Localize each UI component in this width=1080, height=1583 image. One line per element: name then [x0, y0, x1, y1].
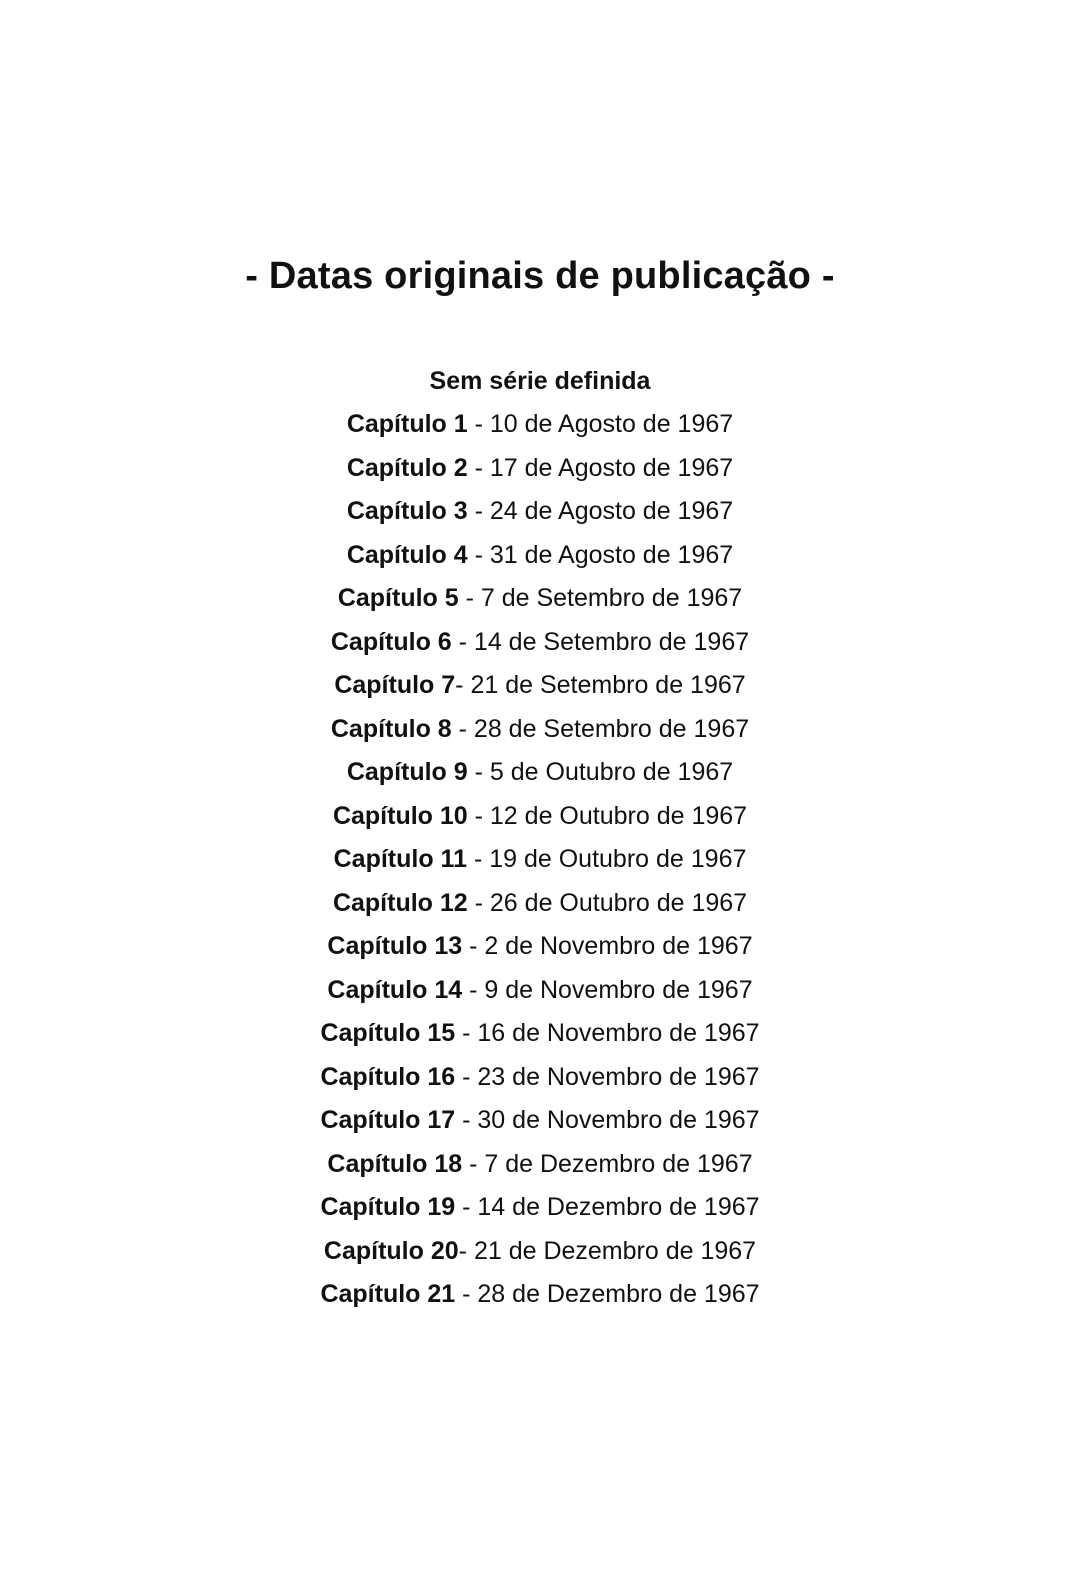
chapter-separator: -	[455, 1193, 478, 1221]
chapter-entry	[0, 1014, 1080, 1058]
chapter-label: Capítulo 4	[346, 540, 468, 569]
chapter-date: 14 de Setembro de 1967	[473, 627, 750, 656]
chapter-label: Capítulo 2	[346, 453, 468, 482]
chapter-separator: -	[455, 1019, 478, 1047]
chapter-separator: -	[467, 453, 490, 482]
chapter-entry	[0, 1101, 1080, 1145]
chapter-entry	[0, 405, 1080, 449]
chapter-separator: -	[455, 1062, 478, 1091]
chapter-separator: -	[467, 801, 490, 830]
chapter-list	[0, 405, 1080, 1319]
chapter-entry	[0, 797, 1080, 841]
chapter-date: 21 de Setembro de 1967	[470, 671, 746, 699]
chapter-date: 5 de Outubro de 1967	[489, 758, 734, 786]
chapter-date: 14 de Dezembro de 1967	[477, 1193, 760, 1221]
page-title: - Datas originais de publicação -	[245, 255, 835, 297]
chapter-date: 17 de Agosto de 1967	[489, 453, 734, 482]
chapter-date: 23 de Novembro de 1967	[477, 1062, 760, 1091]
chapter-entry	[0, 623, 1080, 667]
chapter-date: 28 de Setembro de 1967	[473, 714, 750, 743]
chapter-label: Capítulo 20	[323, 1236, 459, 1265]
section-heading: Sem série definida	[429, 367, 651, 395]
chapter-date: 26 de Outubro de 1967	[489, 888, 748, 917]
chapter-entry	[0, 1232, 1080, 1276]
chapter-separator: -	[455, 671, 471, 699]
chapter-label: Capítulo 13	[327, 932, 463, 960]
chapter-label: Capítulo 18	[327, 1149, 463, 1178]
chapter-date: 31 de Agosto de 1967	[489, 540, 734, 569]
chapter-entry	[0, 579, 1080, 623]
chapter-separator: -	[467, 888, 490, 917]
chapter-date: 24 de Agosto de 1967	[489, 497, 734, 525]
chapter-date: 7 de Dezembro de 1967	[484, 1149, 753, 1178]
chapter-separator: -	[458, 584, 481, 612]
chapter-entry	[0, 710, 1080, 754]
chapter-date: 10 de Agosto de 1967	[489, 410, 734, 438]
chapter-separator: -	[462, 1149, 485, 1178]
chapter-date: 19 de Outubro de 1967	[489, 845, 747, 873]
chapter-separator: -	[455, 1280, 478, 1308]
chapter-entry	[0, 666, 1080, 710]
chapter-label: Capítulo 1	[346, 410, 468, 438]
chapter-entry	[0, 927, 1080, 971]
chapter-entry	[0, 884, 1080, 928]
chapter-label: Capítulo 21	[320, 1280, 456, 1308]
chapter-label: Capítulo 8	[330, 714, 452, 743]
chapter-entry	[0, 753, 1080, 797]
chapter-separator: -	[458, 1236, 474, 1265]
chapter-label: Capítulo 10	[332, 801, 468, 830]
chapter-label: Capítulo 3	[346, 497, 468, 525]
chapter-separator: -	[462, 932, 485, 960]
chapter-date: 16 de Novembro de 1967	[477, 1019, 760, 1047]
chapter-label: Capítulo 19	[320, 1193, 456, 1221]
chapter-label: Capítulo 14	[327, 975, 463, 1004]
chapter-date: 30 de Novembro de 1967	[477, 1106, 760, 1134]
chapter-label: Capítulo 9	[346, 758, 468, 786]
chapter-separator: -	[467, 497, 490, 525]
chapter-entry	[0, 1145, 1080, 1189]
chapter-label: Capítulo 15	[320, 1019, 456, 1047]
chapter-entry	[0, 1188, 1080, 1232]
chapter-separator: -	[467, 410, 490, 438]
chapter-separator: -	[467, 758, 490, 786]
chapter-entry	[0, 971, 1080, 1015]
chapter-entry	[0, 449, 1080, 493]
chapter-date: 12 de Outubro de 1967	[489, 801, 748, 830]
chapter-label: Capítulo 7	[334, 671, 456, 699]
chapter-separator: -	[455, 1106, 478, 1134]
chapter-date: 7 de Setembro de 1967	[480, 584, 743, 612]
chapter-entry	[0, 840, 1080, 884]
chapter-label: Capítulo 17	[320, 1106, 456, 1134]
chapter-date: 21 de Dezembro de 1967	[473, 1236, 757, 1265]
chapter-label: Capítulo 11	[333, 845, 467, 873]
chapter-date: 9 de Novembro de 1967	[484, 975, 753, 1004]
chapter-entry	[0, 1275, 1080, 1319]
chapter-separator: -	[467, 540, 490, 569]
chapter-label: Capítulo 6	[330, 627, 452, 656]
chapter-entry	[0, 536, 1080, 580]
chapter-separator: -	[462, 975, 485, 1004]
chapter-separator: -	[451, 714, 474, 743]
chapter-entry	[0, 1058, 1080, 1102]
chapter-date: 2 de Novembro de 1967	[484, 932, 753, 960]
chapter-separator: -	[451, 627, 474, 656]
chapter-label: Capítulo 16	[320, 1062, 456, 1091]
chapter-separator: -	[467, 845, 490, 873]
chapter-entry	[0, 492, 1080, 536]
chapter-label: Capítulo 12	[332, 888, 468, 917]
chapter-label: Capítulo 5	[337, 584, 459, 612]
chapter-date: 28 de Dezembro de 1967	[477, 1280, 760, 1308]
